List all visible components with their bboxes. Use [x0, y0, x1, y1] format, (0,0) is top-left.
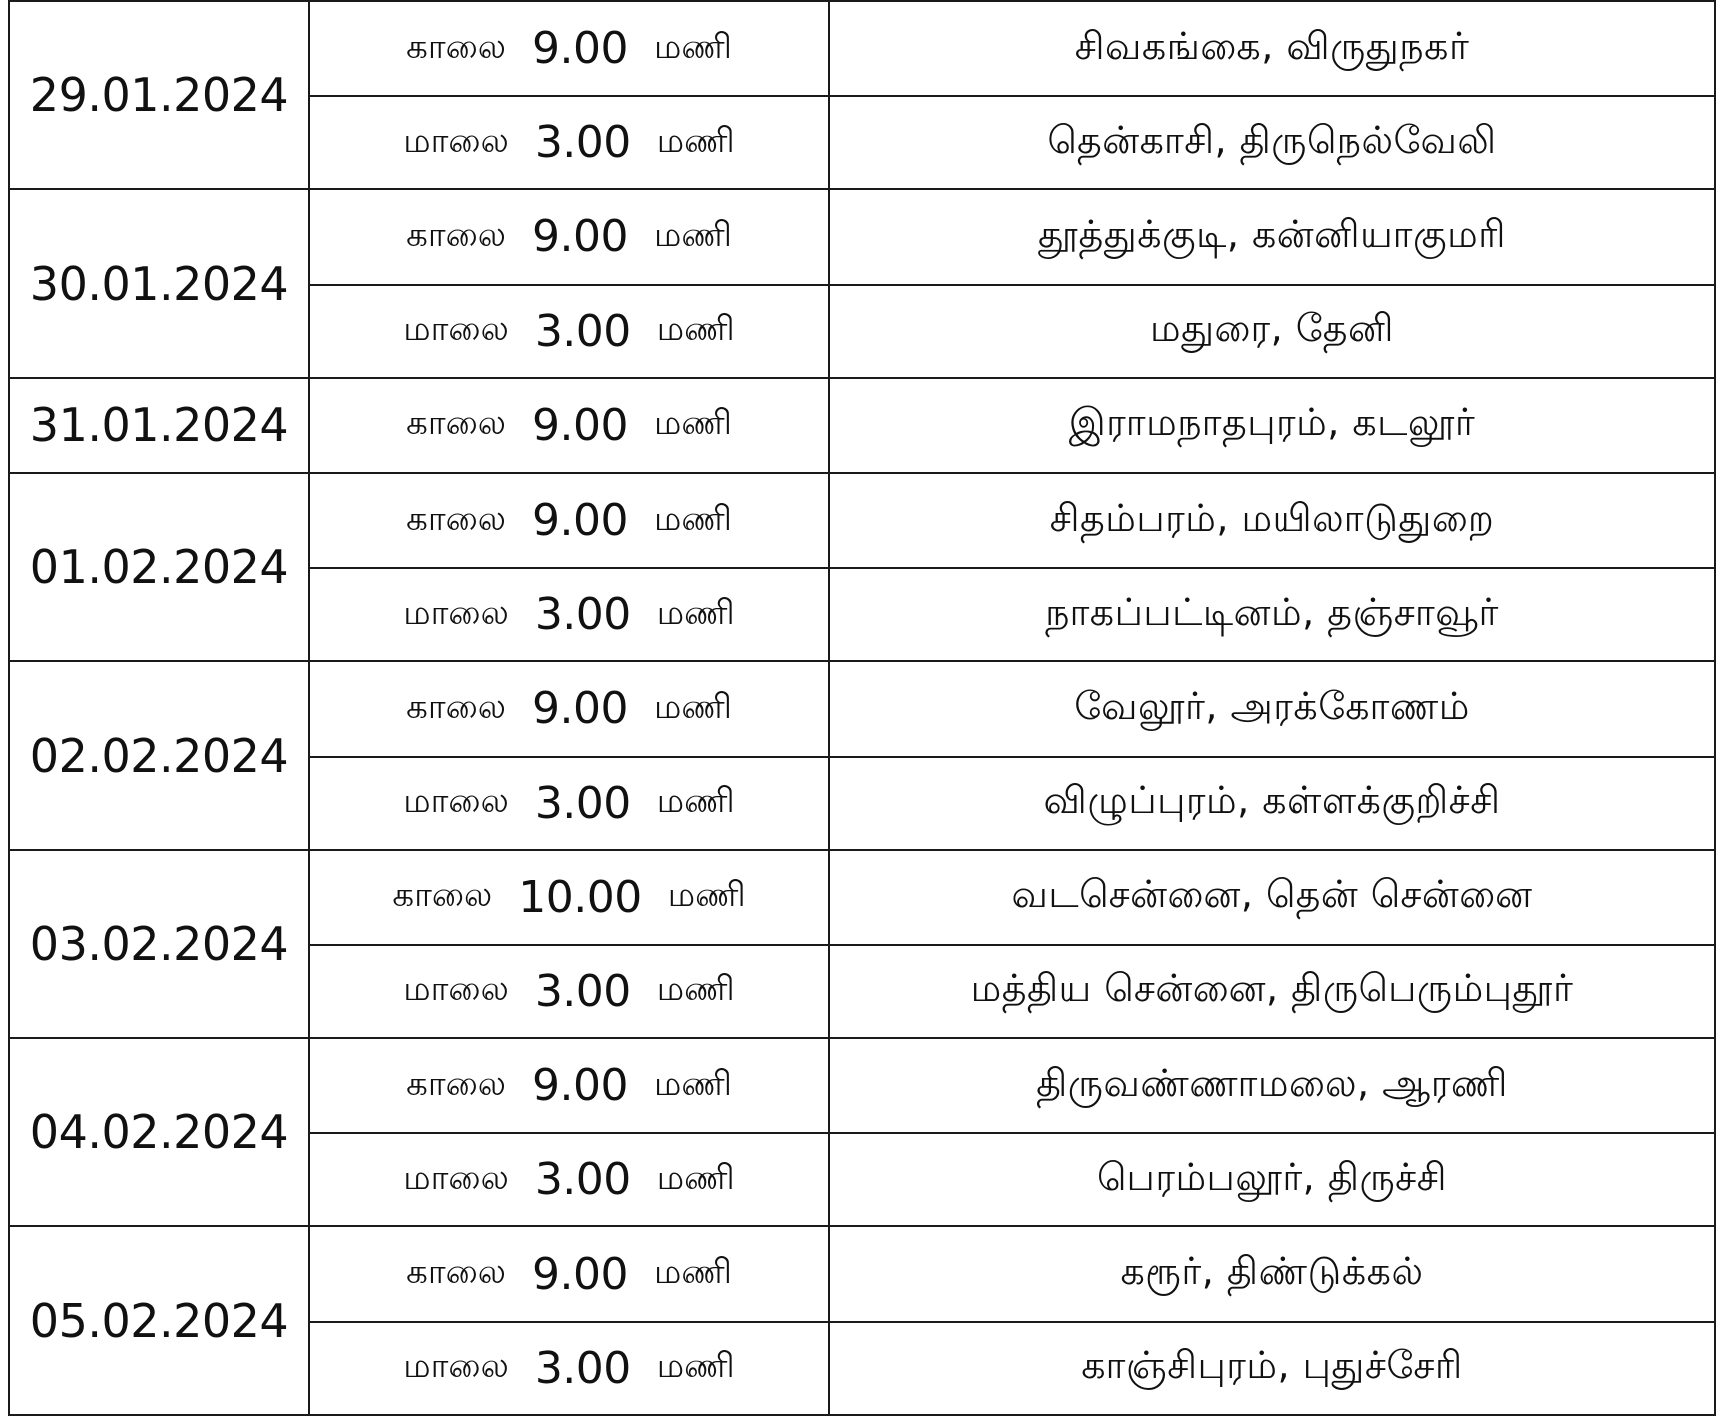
date-cell: 29.01.2024	[9, 1, 309, 189]
places-cell: காஞ்சிபுரம், புதுச்சேரி	[829, 1322, 1715, 1415]
time-cell	[309, 850, 829, 945]
time-cell	[309, 661, 829, 756]
places-cell: சிவகங்கை, விருதுநகர்	[829, 1, 1715, 96]
time-value: 9.00	[532, 23, 628, 75]
time-period-label: மாலை	[403, 120, 509, 161]
time-cell	[309, 1038, 829, 1133]
time-unit-label: மணி	[653, 686, 732, 727]
time-value: 3.00	[534, 965, 631, 1017]
time-cell	[309, 378, 829, 473]
time-value: 3.00	[534, 117, 631, 169]
places-cell: தென்காசி, திருநெல்வேலி	[829, 96, 1715, 189]
time-period-label: காலை	[392, 875, 493, 916]
time-unit-label: மணி	[656, 309, 735, 350]
places-cell: சிதம்பரம், மயிலாடுதுறை	[829, 473, 1715, 568]
time-unit-label: மணி	[653, 1252, 732, 1293]
table-row	[9, 473, 1715, 568]
table-row	[9, 378, 1715, 473]
places-cell: விழுப்புரம், கள்ளக்குறிச்சி	[829, 757, 1715, 850]
time-unit-label: மணி	[656, 592, 735, 633]
time-period-label: மாலை	[403, 969, 509, 1010]
time-value: 3.00	[534, 1342, 631, 1394]
time-period-label: மாலை	[403, 1346, 509, 1387]
time-value: 9.00	[532, 1060, 628, 1112]
time-period-label: காலை	[406, 1063, 506, 1104]
time-cell	[309, 945, 829, 1038]
time-period-label: காலை	[406, 498, 506, 539]
time-value: 9.00	[532, 495, 628, 547]
table-row	[9, 1226, 1715, 1321]
time-unit-label: மணி	[667, 875, 746, 916]
places-cell: வடசென்னை, தென் சென்னை	[829, 850, 1715, 945]
time-unit-label: மணி	[653, 214, 732, 255]
places-cell: திருவண்ணாமலை, ஆரணி	[829, 1038, 1715, 1133]
time-period-label: காலை	[406, 214, 506, 255]
time-unit-label: மணி	[653, 1063, 732, 1104]
time-cell	[309, 1133, 829, 1226]
time-value: 9.00	[532, 399, 628, 451]
places-cell: இராமநாதபுரம், கடலூர்	[829, 378, 1715, 473]
date-cell: 02.02.2024	[9, 661, 309, 849]
time-unit-label: மணி	[653, 498, 732, 539]
time-value: 3.00	[534, 777, 631, 829]
time-period-label: காலை	[406, 403, 506, 444]
time-unit-label: மணி	[653, 403, 732, 444]
places-cell: மத்திய சென்னை, திருபெரும்புதூர்	[829, 945, 1715, 1038]
time-period-label: காலை	[406, 1252, 506, 1293]
time-cell	[309, 96, 829, 189]
time-period-label: மாலை	[403, 592, 509, 633]
table-row	[9, 661, 1715, 756]
time-value: 9.00	[532, 1248, 628, 1300]
date-cell: 05.02.2024	[9, 1226, 309, 1415]
places-cell: வேலூர், அரக்கோணம்	[829, 661, 1715, 756]
places-cell: தூத்துக்குடி, கன்னியாகுமரி	[829, 189, 1715, 284]
date-cell: 03.02.2024	[9, 850, 309, 1038]
time-unit-label: மணி	[656, 120, 735, 161]
time-period-label: காலை	[406, 26, 506, 67]
time-cell	[309, 1226, 829, 1321]
places-cell: நாகப்பட்டினம், தஞ்சாவூர்	[829, 568, 1715, 661]
time-value: 9.00	[532, 683, 628, 735]
table-row	[9, 1, 1715, 96]
time-cell	[309, 1322, 829, 1415]
places-cell: பெரம்பலூர், திருச்சி	[829, 1133, 1715, 1226]
time-unit-label: மணி	[656, 969, 735, 1010]
time-value: 3.00	[534, 305, 631, 357]
time-period-label: காலை	[406, 686, 506, 727]
time-period-label: மாலை	[403, 781, 509, 822]
table-row	[9, 189, 1715, 284]
time-unit-label: மணி	[653, 26, 732, 67]
date-cell: 31.01.2024	[9, 378, 309, 473]
time-value: 9.00	[532, 211, 628, 263]
date-cell: 30.01.2024	[9, 189, 309, 377]
time-cell	[309, 189, 829, 284]
time-unit-label: மணி	[656, 781, 735, 822]
time-period-label: மாலை	[403, 309, 509, 350]
schedule-table	[8, 0, 1716, 1416]
table-row	[9, 850, 1715, 945]
time-cell	[309, 1, 829, 96]
time-unit-label: மணி	[656, 1346, 735, 1387]
time-cell	[309, 568, 829, 661]
time-value: 10.00	[518, 871, 642, 923]
time-cell	[309, 473, 829, 568]
time-cell	[309, 757, 829, 850]
places-cell: கரூர், திண்டுக்கல்	[829, 1226, 1715, 1321]
time-period-label: மாலை	[403, 1157, 509, 1198]
table-row	[9, 1038, 1715, 1133]
schedule-table-body	[9, 1, 1715, 1415]
time-cell	[309, 285, 829, 378]
date-cell: 04.02.2024	[9, 1038, 309, 1226]
time-unit-label: மணி	[656, 1157, 735, 1198]
date-cell: 01.02.2024	[9, 473, 309, 661]
time-value: 3.00	[534, 1154, 631, 1206]
places-cell: மதுரை, தேனி	[829, 285, 1715, 378]
time-value: 3.00	[534, 589, 631, 641]
